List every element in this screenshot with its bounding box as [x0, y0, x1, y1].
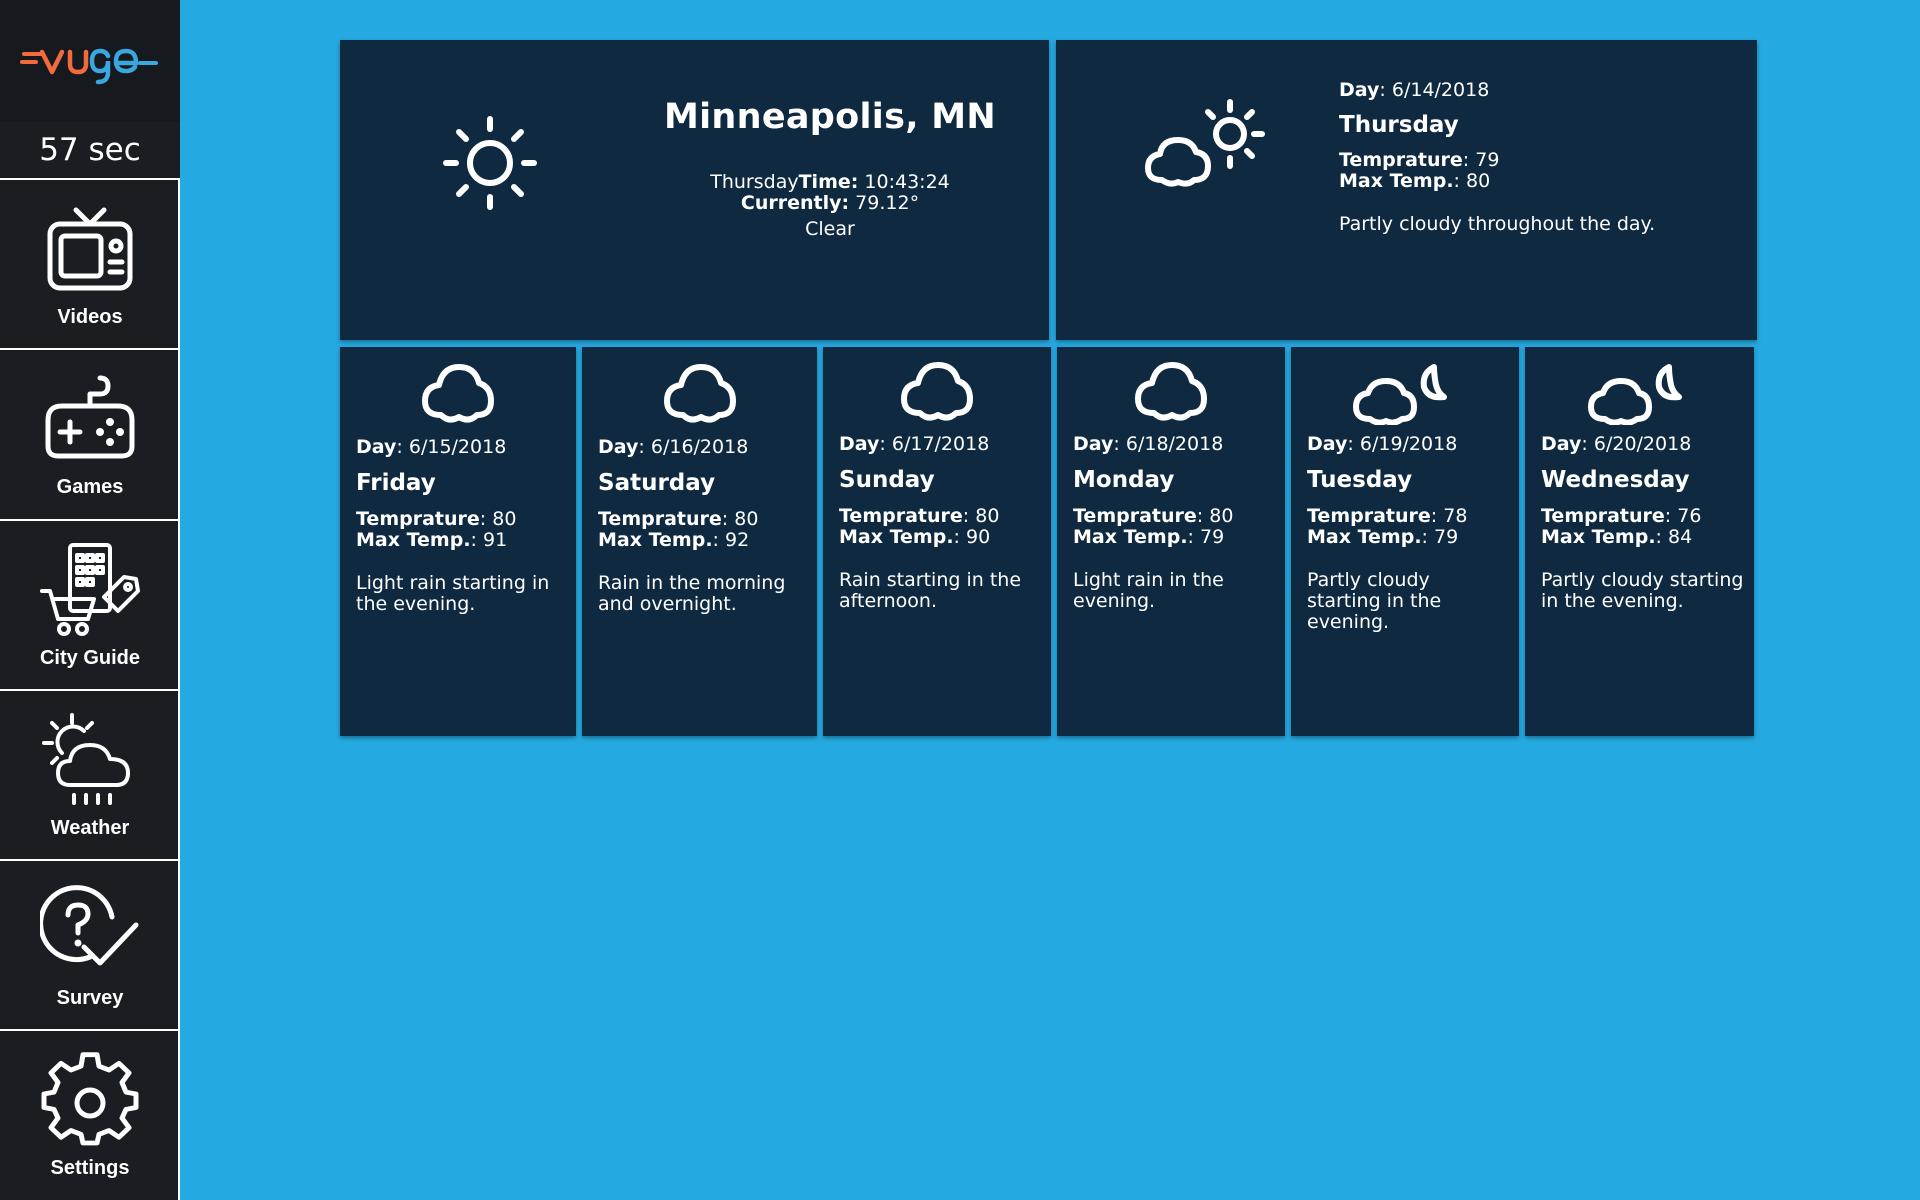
sidebar-item-games[interactable] — [0, 348, 180, 518]
forecast-max-temp: 79 — [1434, 526, 1459, 548]
partly-cloudy-day-icon — [1142, 96, 1272, 196]
current-day: Thursday — [710, 171, 799, 193]
temp-label: Temprature — [356, 508, 480, 530]
sidebar-item-label: Games — [56, 476, 124, 499]
forecast-date: 6/15/2018 — [408, 436, 507, 458]
forecast-day-name: Tuesday — [1307, 467, 1413, 493]
forecast-description: Partly cloudy starting in the evening. — [1541, 569, 1744, 612]
gear-icon — [40, 1051, 140, 1151]
forecast-max-line: Max Temp.: 91 — [356, 529, 508, 551]
forecast-card-text — [356, 437, 566, 615]
partly-cloudy-night-icon — [1585, 359, 1695, 425]
forecast-card-friday[interactable] — [340, 347, 576, 736]
cloud-icon — [421, 361, 495, 427]
sidebar-item-videos[interactable] — [0, 178, 180, 348]
today-max-temp: 80 — [1466, 170, 1491, 192]
forecast-temp-line: Temprature: 78 — [1307, 505, 1468, 527]
forecast-day-name: Wednesday — [1541, 467, 1690, 493]
sidebar-item-city-guide[interactable] — [0, 519, 180, 689]
current-details — [600, 172, 1060, 240]
vugo-logo-mark — [20, 36, 160, 86]
forecast-date-line: Day: 6/18/2018 — [1073, 433, 1224, 455]
temp-label: Temprature — [1307, 505, 1431, 527]
day-label: Day — [839, 433, 880, 455]
forecast-max-line: Max Temp.: 79 — [1073, 526, 1225, 548]
forecast-description: Partly cloudy starting in the evening. — [1307, 569, 1442, 633]
forecast-date: 6/19/2018 — [1359, 433, 1458, 455]
sidebar-item-label: Survey — [56, 987, 124, 1010]
forecast-card-tuesday[interactable] — [1291, 347, 1519, 736]
today-date-line: Day: 6/14/2018 — [1339, 79, 1490, 101]
forecast-date-line: Day: 6/16/2018 — [598, 436, 749, 458]
tv-icon — [40, 200, 140, 300]
forecast-max-temp: 79 — [1200, 526, 1225, 548]
sidebar-nav — [0, 178, 180, 1200]
forecast-temp: 78 — [1443, 505, 1468, 527]
forecast-description: Light rain in the evening. — [1073, 569, 1224, 612]
temp-label: Temprature — [1339, 149, 1463, 171]
day-label: Day — [1339, 79, 1380, 101]
current-time: 10:43:24 — [864, 171, 950, 193]
forecast-max-line: Max Temp.: 79 — [1307, 526, 1459, 548]
forecast-day-name: Saturday — [598, 470, 716, 496]
forecast-day-name: Sunday — [839, 467, 935, 493]
sun-icon — [440, 113, 540, 213]
day-label: Day — [1073, 433, 1114, 455]
day-label: Day — [598, 436, 639, 458]
forecast-temp-line: Temprature: 76 — [1541, 505, 1702, 527]
forecast-date: 6/17/2018 — [891, 433, 990, 455]
city-name: Minneapolis, MN — [663, 97, 997, 137]
today-temp-line: Temprature: 79 — [1339, 149, 1500, 171]
sidebar-divider — [178, 178, 180, 1200]
max-temp-label: Max Temp. — [839, 526, 954, 548]
sidebar-item-label: City Guide — [39, 646, 140, 669]
forecast-temp-line: Temprature: 80 — [839, 505, 1000, 527]
forecast-date: 6/20/2018 — [1593, 433, 1692, 455]
forecast-card-text — [1073, 434, 1275, 612]
forecast-temp-line: Temprature: 80 — [1073, 505, 1234, 527]
forecast-day-name: Friday — [356, 470, 436, 496]
today-description: Partly cloudy throughout the day. — [1339, 213, 1656, 235]
forecast-date-line: Day: 6/15/2018 — [356, 436, 507, 458]
forecast-card-saturday[interactable] — [582, 347, 817, 736]
forecast-card-text — [1307, 434, 1509, 633]
temp-label: Temprature — [1541, 505, 1665, 527]
forecast-temp-line: Temprature: 80 — [356, 508, 517, 530]
temp-label: Temprature — [598, 508, 722, 530]
sidebar-item-label: Videos — [57, 306, 123, 328]
forecast-description: Rain in the morning and overnight. — [598, 572, 786, 615]
day-label: Day — [1541, 433, 1582, 455]
max-temp-label: Max Temp. — [1541, 526, 1656, 548]
forecast-date-line: Day: 6/20/2018 — [1541, 433, 1692, 455]
forecast-max-line: Max Temp.: 92 — [598, 529, 750, 551]
temp-label: Temprature — [839, 505, 963, 527]
time-label: Time: — [798, 171, 859, 193]
current-summary: Clear — [805, 218, 855, 240]
currently-label: Currently: — [740, 192, 850, 214]
current-temp: 79.12° — [855, 192, 920, 214]
max-temp-label: Max Temp. — [1073, 526, 1188, 548]
forecast-card-wednesday[interactable] — [1525, 347, 1754, 736]
forecast-description: Light rain starting in the evening. — [356, 572, 550, 615]
temp-label: Temprature — [1073, 505, 1197, 527]
sidebar-item-settings[interactable] — [0, 1029, 180, 1199]
current-time-line — [600, 172, 1060, 193]
forecast-temp: 80 — [975, 505, 1000, 527]
forecast-date: 6/18/2018 — [1125, 433, 1224, 455]
survey-icon — [40, 881, 140, 981]
today-temp: 79 — [1475, 149, 1500, 171]
forecast-temp: 76 — [1677, 505, 1702, 527]
forecast-max-line: Max Temp.: 84 — [1541, 526, 1693, 548]
forecast-card-monday[interactable] — [1057, 347, 1285, 736]
weather-icon — [40, 711, 140, 811]
partly-cloudy-night-icon — [1350, 359, 1460, 425]
max-temp-label: Max Temp. — [1307, 526, 1422, 548]
forecast-date-line: Day: 6/19/2018 — [1307, 433, 1458, 455]
forecast-max-temp: 91 — [483, 529, 508, 551]
max-temp-label: Max Temp. — [1339, 170, 1454, 192]
day-label: Day — [1307, 433, 1348, 455]
sidebar-item-label: Settings — [50, 1157, 130, 1180]
sidebar-item-weather[interactable] — [0, 689, 180, 859]
forecast-temp: 80 — [492, 508, 517, 530]
cloud-icon — [900, 359, 974, 425]
session-timer: 57 sec — [0, 122, 180, 178]
vugo-logo — [0, 0, 180, 122]
cloud-icon — [1134, 359, 1208, 425]
max-temp-label: Max Temp. — [598, 529, 713, 551]
forecast-max-line: Max Temp.: 90 — [839, 526, 991, 548]
today-name: Thursday — [1339, 112, 1459, 138]
forecast-temp: 80 — [734, 508, 759, 530]
sidebar-item-label: Weather — [50, 816, 130, 839]
forecast-card-text — [598, 437, 807, 615]
forecast-date: 6/16/2018 — [650, 436, 749, 458]
forecast-card-text — [1541, 434, 1744, 612]
forecast-description: Rain starting in the afternoon. — [839, 569, 1022, 612]
forecast-temp: 80 — [1209, 505, 1234, 527]
sidebar-item-survey[interactable] — [0, 859, 180, 1029]
today-max-line: Max Temp.: 80 — [1339, 170, 1491, 192]
forecast-max-temp: 84 — [1668, 526, 1693, 548]
forecast-card-text — [839, 434, 1041, 612]
cloud-icon — [663, 361, 737, 427]
max-temp-label: Max Temp. — [356, 529, 471, 551]
current-temp-line — [600, 193, 1060, 214]
forecast-date-line: Day: 6/17/2018 — [839, 433, 990, 455]
city-guide-icon — [40, 541, 140, 641]
today-date: 6/14/2018 — [1391, 79, 1490, 101]
today-forecast-text — [1339, 80, 1679, 235]
forecast-day-name: Monday — [1073, 467, 1175, 493]
forecast-max-temp: 92 — [725, 529, 750, 551]
forecast-temp-line: Temprature: 80 — [598, 508, 759, 530]
forecast-max-temp: 90 — [966, 526, 991, 548]
gamepad-icon — [40, 370, 140, 470]
day-label: Day — [356, 436, 397, 458]
forecast-card-sunday[interactable] — [823, 347, 1051, 736]
sidebar — [0, 0, 180, 1200]
